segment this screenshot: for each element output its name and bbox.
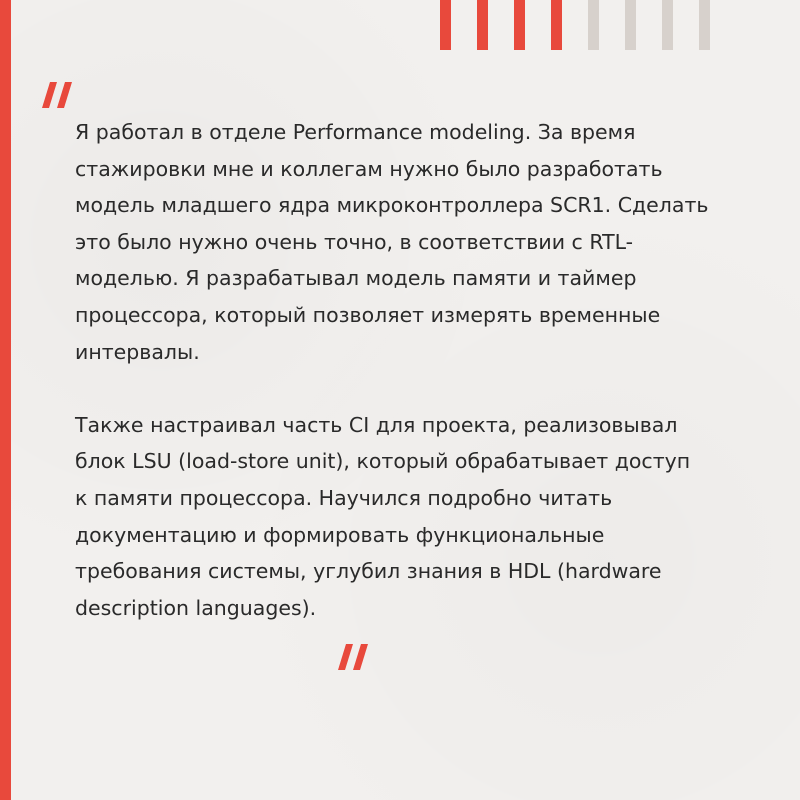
stripe-accent-1: [440, 0, 451, 50]
text-line: Я работал в отделе Performance modeling. За время: [75, 120, 636, 144]
text-line: блок LSU (load-store unit), который обрабатывает доступ: [75, 449, 691, 474]
text-line: требования системы, углубил знания в HDL (hardware: [75, 559, 662, 584]
close-quote-icon: [336, 644, 370, 670]
paragraph-1: [75, 114, 775, 370]
stripe-muted-1: [588, 0, 599, 50]
stripe-accent-3: [514, 0, 525, 50]
stripe-accent-4: [551, 0, 562, 50]
text-line: к памяти процессора. Научился подробно читать: [75, 485, 613, 510]
text-line: модель младшего ядра микроконтроллера SCR1. Сделать: [75, 193, 709, 218]
text-line: это было нужно очень точно, в соответствии с RTL-: [75, 229, 634, 254]
text-line: моделью. Я разрабатывал модель памяти и таймер: [75, 266, 637, 291]
text-line: Также настраивал часть CI для проекта, реализовывал: [75, 412, 678, 437]
text-line: интервалы.: [75, 339, 200, 364]
text-line: description languages).: [75, 595, 317, 620]
quote-text: [75, 114, 775, 626]
stripe-muted-2: [625, 0, 636, 50]
text-line: стажировки мне и коллегам нужно было разработать: [75, 156, 663, 181]
stripe-muted-3: [662, 0, 673, 50]
stripe-accent-2: [477, 0, 488, 50]
top-stripes-decoration: [440, 0, 750, 50]
paragraph-gap: [75, 370, 775, 407]
text-line: процессора, который позволяет измерять временные: [75, 302, 661, 327]
stripe-muted-4: [699, 0, 710, 50]
text-line: документацию и формировать функциональные: [75, 522, 605, 547]
left-accent-bar: [0, 0, 11, 800]
open-quote-icon: [40, 82, 74, 108]
paragraph-2: [75, 407, 775, 627]
